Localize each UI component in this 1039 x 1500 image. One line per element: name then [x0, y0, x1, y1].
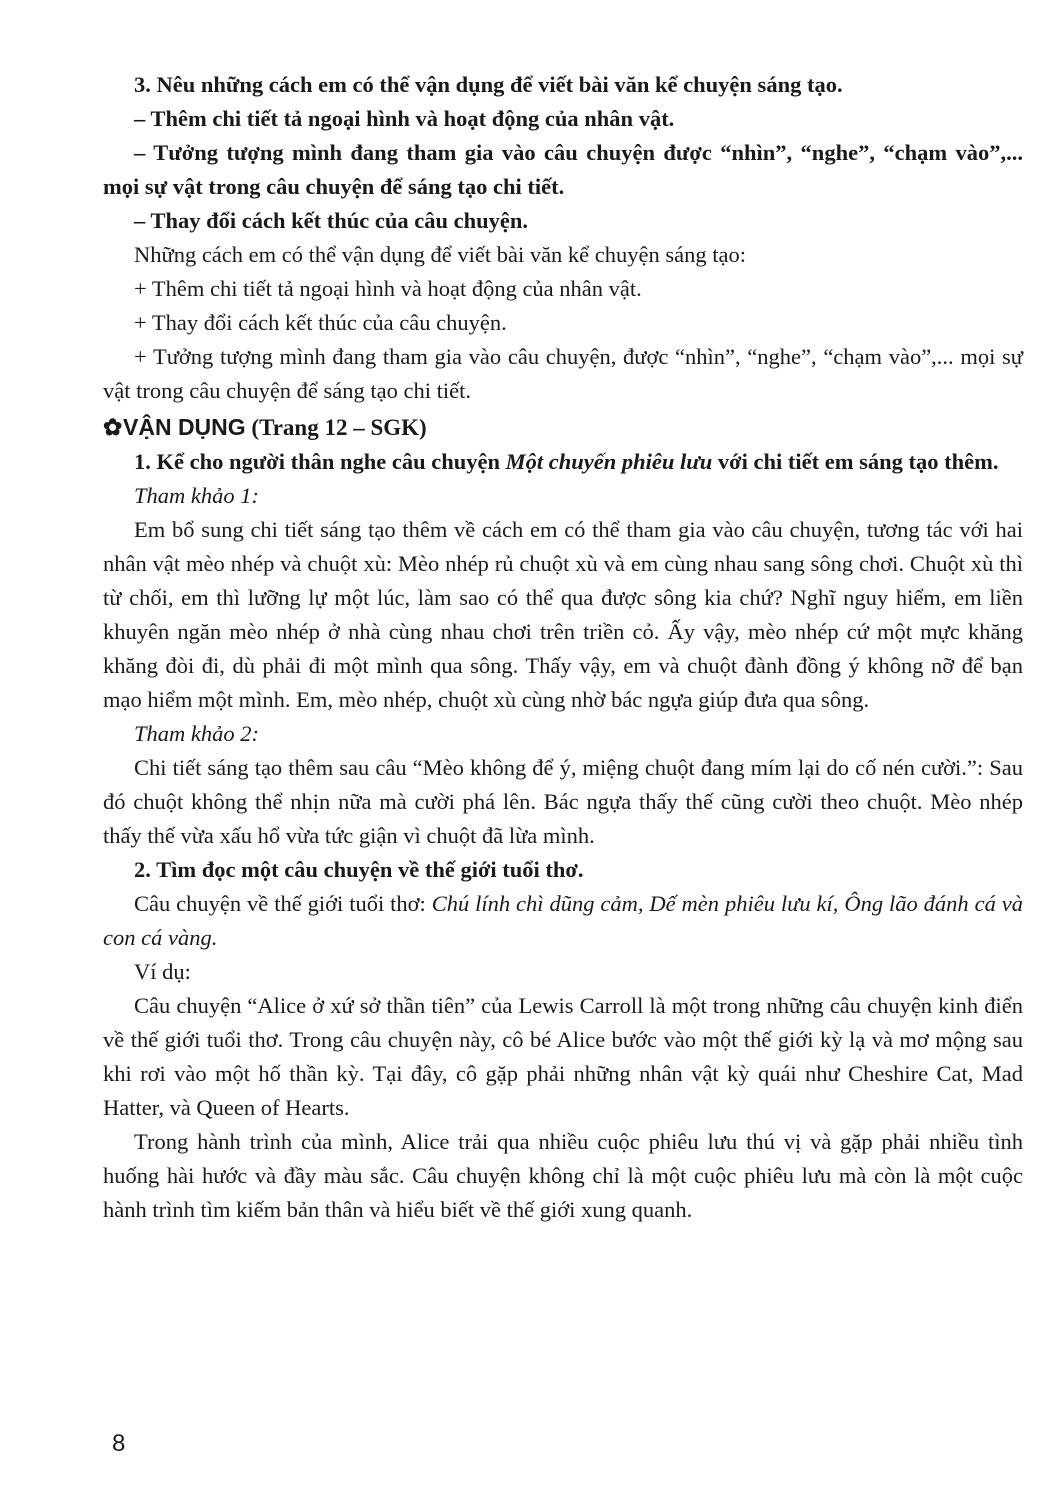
page-content: [103, 68, 1023, 1227]
question-3-option-2: – Tưởng tượng mình đang tham gia vào câu chuyện được “nhìn”, “nghe”, “chạm vào”,... mọi sự vật trong câu chuyện để sáng tạo chi tiết.: [103, 140, 1023, 199]
flower-icon: ✿: [103, 415, 123, 440]
example-label: Ví dụ:: [134, 959, 191, 984]
reference-1-label: Tham khảo 1:: [134, 483, 259, 508]
exercise-1-story-title: Một chuyến phiêu lưu: [505, 449, 713, 474]
question-3-option-1: – Thêm chi tiết tả ngoại hình và hoạt động của nhân vật.: [134, 106, 675, 131]
section-title: VẬN DỤNG: [123, 414, 246, 440]
question-3-answer-1: + Thêm chi tiết tả ngoại hình và hoạt động của nhân vật.: [134, 276, 642, 301]
example-paragraph-1: Câu chuyện “Alice ở xứ sở thần tiên” của Lewis Carroll là một trong những câu chuyện kinh điển về thế giới tuổi thơ. Trong câu chuyện này, cô bé Alice bước vào một thế giới kỳ lạ và mơ mộng sau khi rơi vào một hố thần kỳ. Tại đây, cô gặp phải những nhân vật kỳ quái như Cheshire Cat, Mad Hatter, và Queen of Hearts.: [103, 993, 1023, 1120]
exercise-2-story-list: [103, 887, 1023, 955]
reference-1-text: Em bổ sung chi tiết sáng tạo thêm về cách em có thể tham gia vào câu chuyện, tương tác với hai nhân vật mèo nhép và chuột xù: Mèo nhép rủ chuột xù và em cùng nhau sang sông chơi. Chuột xù thì từ chối, em thì lưỡng lự một lúc, làm sao có thể qua được sông kia chứ? Nghĩ nguy hiểm, em liền khuyên ngăn mèo nhép ở nhà cùng nhau chơi trên triền cỏ. Ấy vậy, mèo nhép cứ một mực khăng khăng đòi đi, dù phải đi một mình qua sông. Thấy vậy, em và chuột đành đồng ý không nỡ để bạn mạo hiểm một mình. Em, mèo nhép, chuột xù cùng nhờ bác ngựa giúp đưa qua sông.: [103, 517, 1023, 712]
question-3-answer-2: + Thay đổi cách kết thúc của câu chuyện.: [134, 310, 507, 335]
question-3-option-3: – Thay đổi cách kết thúc của câu chuyện.: [134, 208, 529, 233]
exercise-1-title: [103, 445, 1023, 479]
question-3-answer-intro: Những cách em có thể vận dụng để viết bài văn kể chuyện sáng tạo:: [134, 242, 746, 267]
reference-2-label: Tham khảo 2:: [134, 721, 259, 746]
story-list-prefix: Câu chuyện về thế giới tuổi thơ:: [134, 891, 432, 916]
question-3-title: 3. Nêu những cách em có thể vận dụng để viết bài văn kể chuyện sáng tạo.: [134, 72, 843, 97]
reference-2-text: Chi tiết sáng tạo thêm sau câu “Mèo không để ý, miệng chuột đang mím lại do cố nén cười.”: Sau đó chuột không thể nhịn nữa mà cười phá lên. Bác ngựa thấy thế cũng cười theo chuột. Mèo nhép thấy thế vừa xấu hổ vừa tức giận vì chuột đã lừa mình.: [103, 755, 1023, 848]
exercise-1-prefix: 1. Kể cho người thân nghe câu chuyện: [134, 449, 506, 474]
question-3-answer-3: + Tưởng tượng mình đang tham gia vào câu chuyện, được “nhìn”, “nghe”, “chạm vào”,... mọi sự vật trong câu chuyện để sáng tạo chi tiết.: [103, 344, 1023, 403]
example-paragraph-2: Trong hành trình của mình, Alice trải qua nhiều cuộc phiêu lưu thú vị và gặp phải nhiều tình huống hài hước và đầy màu sắc. Câu chuyện không chỉ là một cuộc phiêu lưu mà còn là một cuộc hành trình tìm kiếm bản thân và hiểu biết về thế giới xung quanh.: [103, 1129, 1023, 1222]
section-page-ref: (Trang 12 – SGK): [251, 415, 427, 440]
page-number: 8: [112, 1430, 126, 1457]
exercise-1-suffix: với chi tiết em sáng tạo thêm.: [712, 449, 999, 474]
story-list-titles: Chú lính chì dũng cảm, Dế mèn phiêu lưu kí, Ông lão đánh cá và con cá vàng.: [103, 891, 1023, 950]
section-heading: [103, 410, 1023, 445]
exercise-2-title: 2. Tìm đọc một câu chuyện về thế giới tuổi thơ.: [134, 857, 584, 882]
